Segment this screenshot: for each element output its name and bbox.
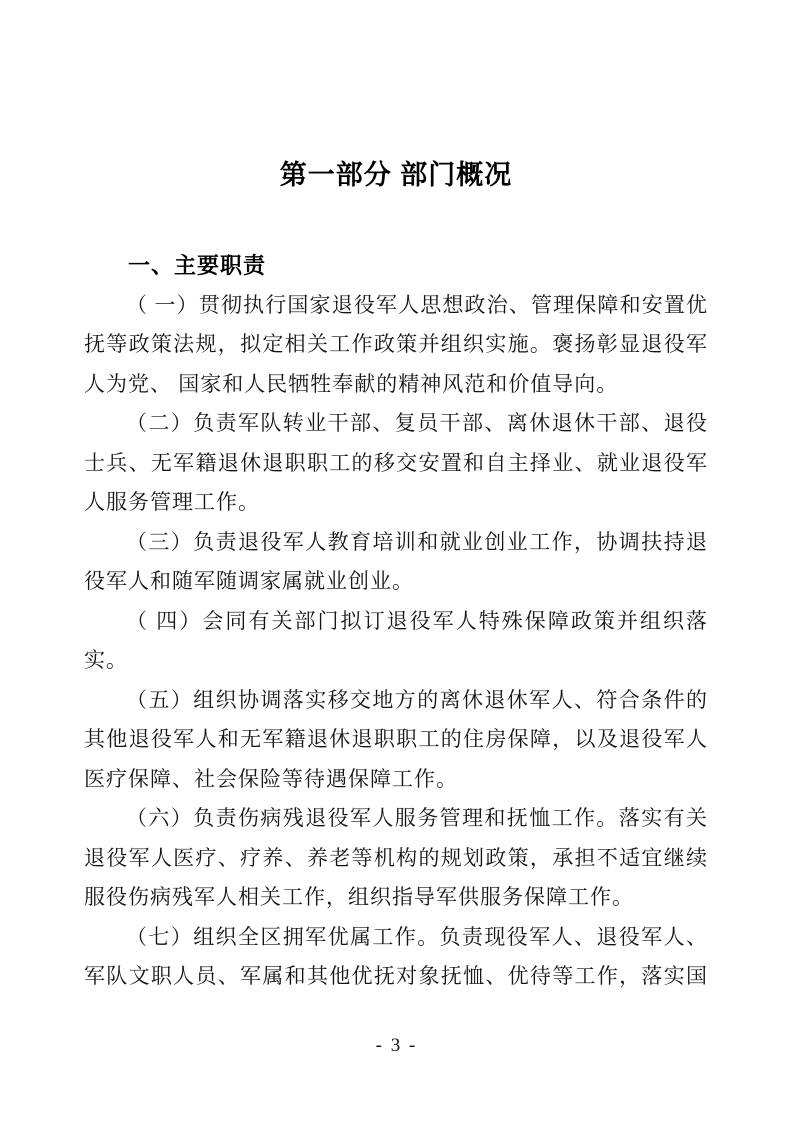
paragraph-5-line-3: 医疗保障、社会保险等待遇保障工作。 [84, 766, 458, 791]
paragraph-5-line-1: （五）组织协调落实移交地方的离休退休军人、符合条件的 [126, 687, 708, 712]
paragraph-3-line-2: 役军人和随军随调家属就业创业。 [84, 569, 414, 593]
paragraph-7-line-1: （七）组织全区拥军优属工作。负责现役军人、退役军人、 [126, 924, 708, 949]
page-number: - 3 - [375, 1035, 418, 1056]
paragraph-5-line-2: 其他退役军人和无军籍退休退职职工的住房保障，以及退役军人 [84, 727, 708, 751]
paragraph-2-line-3: 人服务管理工作。 [84, 490, 260, 514]
paragraph-6-line-3: 服役伤病残军人相关工作，组织指导军供服务保障工作。 [84, 885, 634, 909]
paragraph-7-line-2: 军队文职人员、军属和其他优抚对象抚恤、优待等工作，落实国 [84, 964, 708, 988]
document-body [84, 286, 708, 997]
paragraph-3-line-1: （三）负责退役军人教育培训和就业创业工作，协调扶持退 [126, 529, 708, 554]
paragraph-4-line-1: （ 四）会同有关部门拟订退役军人特殊保障政策并组织落 [126, 608, 708, 633]
paragraph-1-line-1: （ 一）贯彻执行国家退役军人思想政治、管理保障和安置优 [126, 292, 708, 317]
paragraph-2-line-1: （二）负责军队转业干部、复员干部、离休退休干部、退役 [126, 411, 708, 435]
paragraph-1-line-2: 抚等政策法规，拟定相关工作政策并组织实施。褒扬彰显退役军 [84, 332, 708, 356]
paragraph-6-line-1: （六）负责伤病残退役军人服务管理和抚恤工作。落实有关 [126, 806, 708, 830]
section-heading-main-duties: 一、主要职责 [128, 253, 267, 278]
paragraph-4-line-2: 实。 [84, 648, 128, 672]
page-title: 第一部分 部门概况 [279, 160, 513, 190]
paragraph-6-line-2: 退役军人医疗、疗养、养老等机构的规划政策，承担不适宜继续 [84, 845, 708, 870]
paragraph-2-line-2: 士兵、无军籍退休退职职工的移交安置和自主择业、就业退役军 [84, 450, 708, 475]
paragraph-1-line-3: 人为党、 国家和人民牺牲奉献的精神风范和价值导向。 [84, 371, 619, 396]
